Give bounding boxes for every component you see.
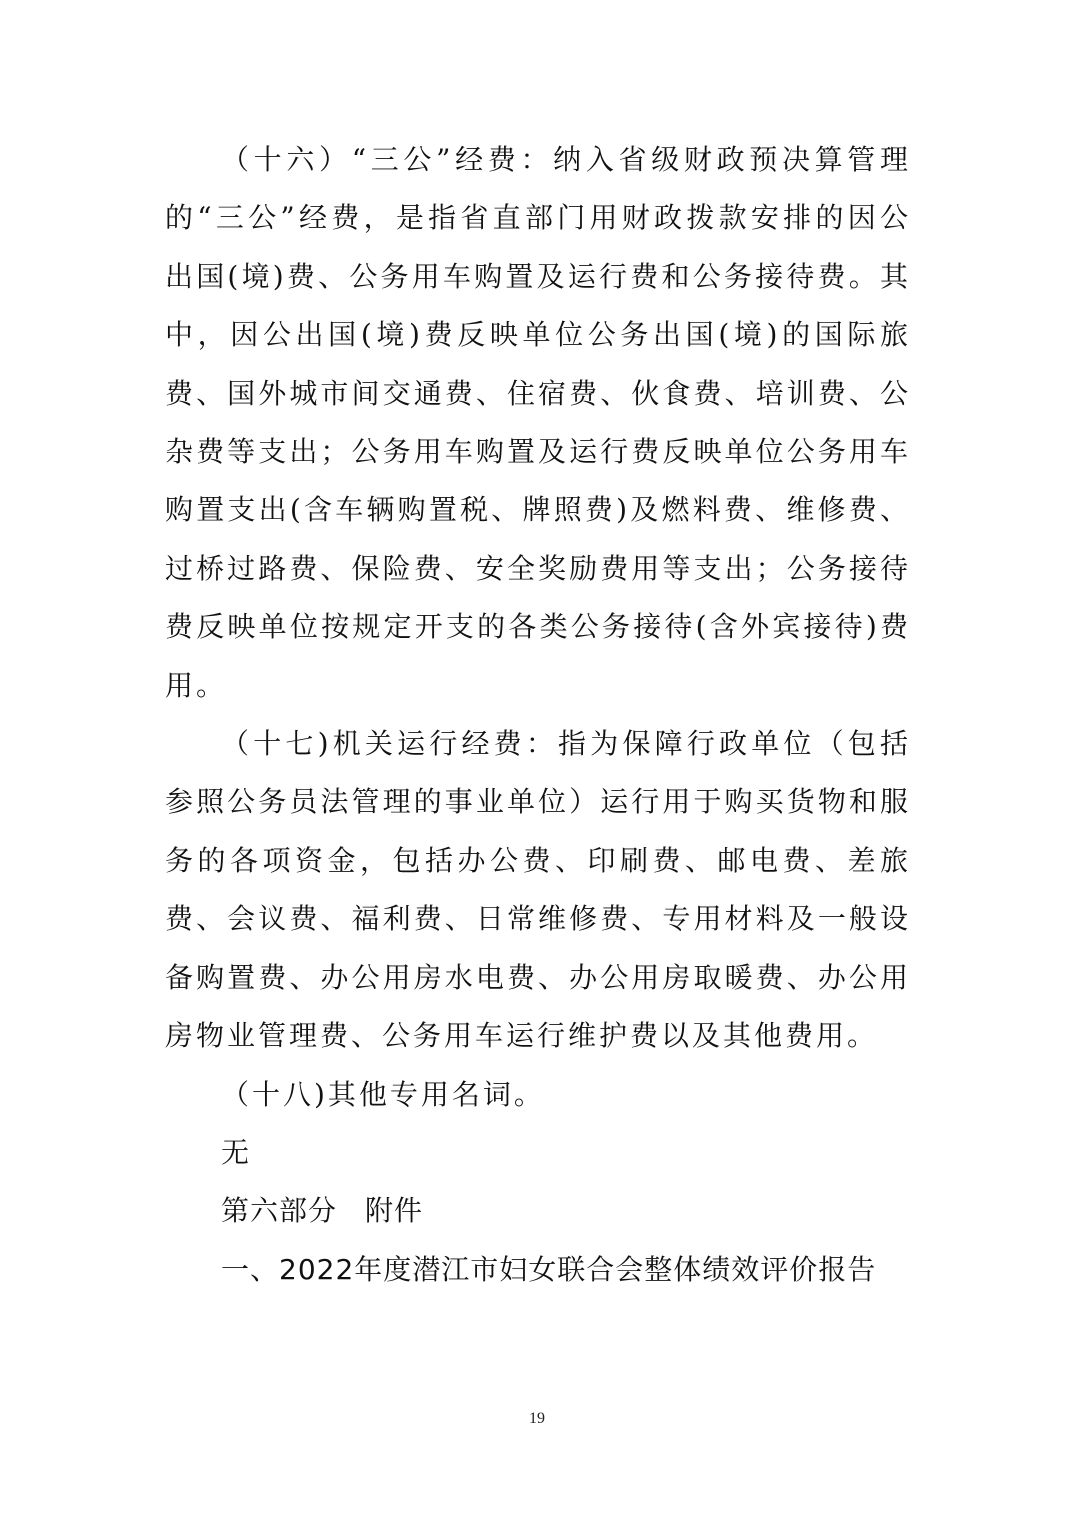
page-number: 19 xyxy=(529,1410,545,1427)
paragraph-three-public-expenses: （十六）“三公”经费：纳入省级财政预决算管理的“三公”经费，是指省直部门用财政拨款安排的因公出国(境)费、公务用车购置及运行费和公务接待费。其中，因公出国(境)费反映单位公务出国(境)的国际旅费、国外城市间交通费、住宿费、伙食费、培训费、公杂费等支出；公务用车购置及运行费反映单位公务用车购置支出(含车辆购置税、牌照费)及燃料费、维修费、过桥过路费、保险费、安全奖励费用等支出；公务接待费反映单位按规定开支的各类公务接待(含外宾接待)费用。 xyxy=(165,143,911,702)
part-title: 附件 xyxy=(365,1194,424,1228)
section-heading-part-six xyxy=(165,1182,911,1240)
paragraph-agency-operating-expenses: （十七)机关运行经费：指为保障行政单位（包括参照公务员法管理的事业单位）运行用于购买货物和服务的各项资金，包括办公费、印刷费、邮电费、差旅费、会议费、福利费、日常维修费、专用材料及一般设备购置费、办公用房水电费、办公用房取暖费、办公用房物业管理费、公务用车运行维护费以及其他费用。 xyxy=(165,727,911,1053)
document-body xyxy=(165,131,911,1299)
report-title-heading: 一、2022年度潜江市妇女联合会整体绩效评价报告 xyxy=(221,1252,877,1286)
paragraph-other-terms: （十八)其他专用名词。 xyxy=(221,1077,545,1111)
paragraph-none: 无 xyxy=(221,1135,253,1169)
part-label: 第六部分 xyxy=(221,1194,338,1228)
